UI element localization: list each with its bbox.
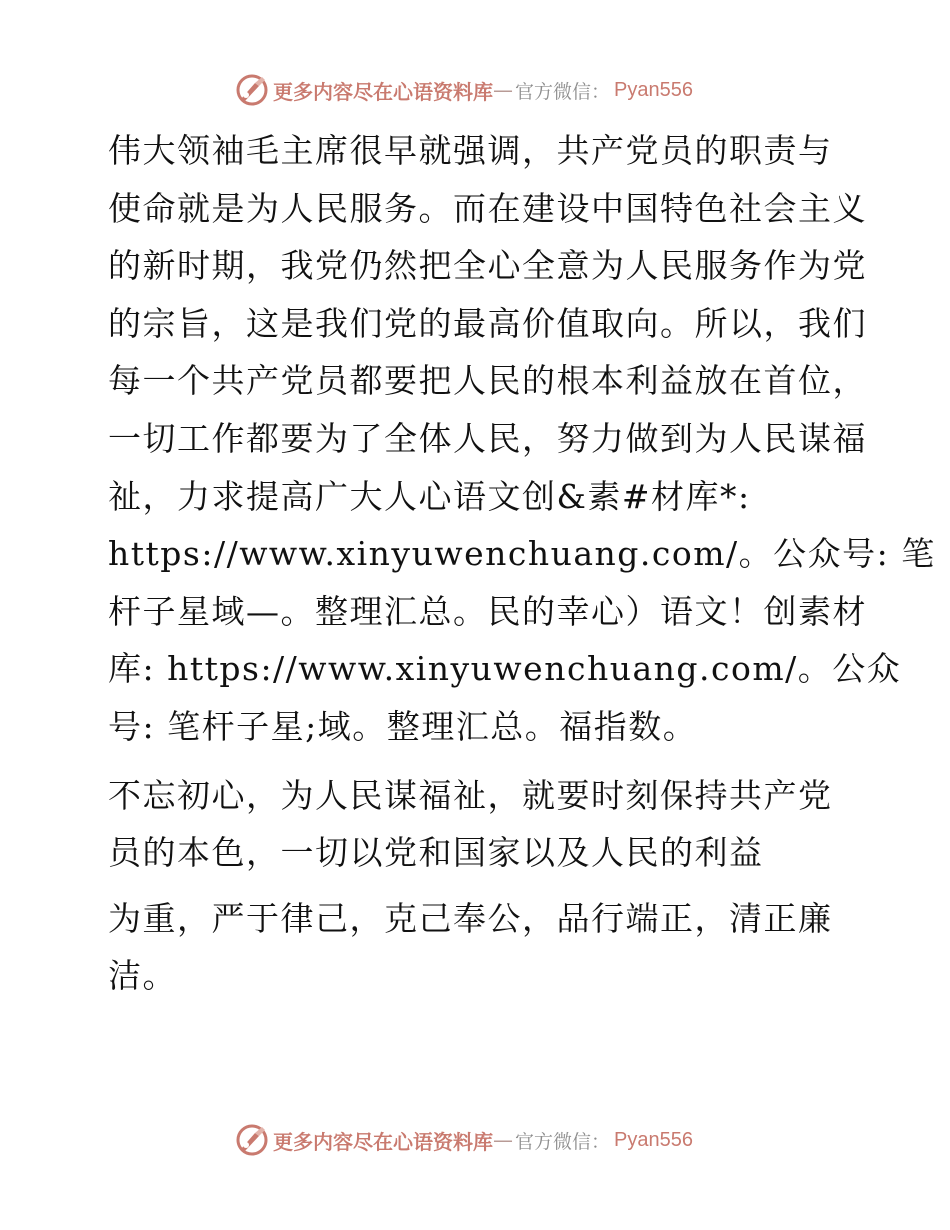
text-line: https://www.xinyuwenchuang.com/。公众号: 笔 (108, 534, 936, 574)
watermark-wechat-label: 官方微信： (515, 1130, 611, 1153)
text-line: 号: 笔杆子星;域。整理汇总。福指数。 (108, 706, 698, 746)
text-line: 一切工作都要为了全体人民，努力做到为人民谋福 (108, 418, 867, 458)
text-line: 使命就是为人民服务。而在建设中国特色社会主义 (108, 188, 867, 228)
text-line: 洁。 (108, 956, 177, 996)
text-line: 员的本色，一切以党和国家以及人民的利益 (108, 833, 764, 873)
text-line: 的新时期，我党仍然把全心全意为人民服务作为党 (108, 246, 867, 286)
paragraph-2 (98, 767, 858, 882)
watermark-wechat-id: Pyan556 (614, 1128, 693, 1151)
watermark-wechat-id: Pyan556 (614, 78, 693, 101)
watermark-main-text: 更多内容尽在心语资料库 (273, 79, 493, 104)
watermark-separator: — (493, 1128, 513, 1152)
text-line: 不忘初心，为人民谋福祉，就要时刻保持共产党 (108, 775, 833, 815)
document-body (98, 122, 936, 1005)
brush-circle-logo-icon (235, 73, 269, 107)
text-line: 为重，严于律己，克己奉公，品行端正，清正廉 (108, 898, 833, 938)
watermark-main-text: 更多内容尽在心语资料库 (273, 1129, 493, 1154)
text-line: 的宗旨，这是我们党的最高价值取向。所以，我们 (108, 303, 867, 343)
text-line: 杆子星域—。整理汇总。民的幸心）语文！创素材 (108, 591, 867, 631)
header-watermark (235, 72, 693, 108)
paragraph-3 (98, 890, 858, 1005)
text-line: 库: https://www.xinyuwenchuang.com/。公众 (108, 649, 902, 689)
brush-circle-logo-icon (235, 1123, 269, 1157)
text-line: 伟大领袖毛主席很早就强调，共产党员的职责与 (108, 131, 833, 170)
watermark-wechat-label: 官方微信： (515, 80, 611, 103)
text-line: 每一个共产党员都要把人民的根本利益放在首位， (108, 361, 867, 401)
paragraph-1 (98, 122, 936, 756)
footer-watermark (235, 1122, 693, 1158)
watermark-separator: — (493, 78, 513, 102)
text-line: 祉，力求提高广大人心语文创&素#材库*: (108, 476, 751, 516)
